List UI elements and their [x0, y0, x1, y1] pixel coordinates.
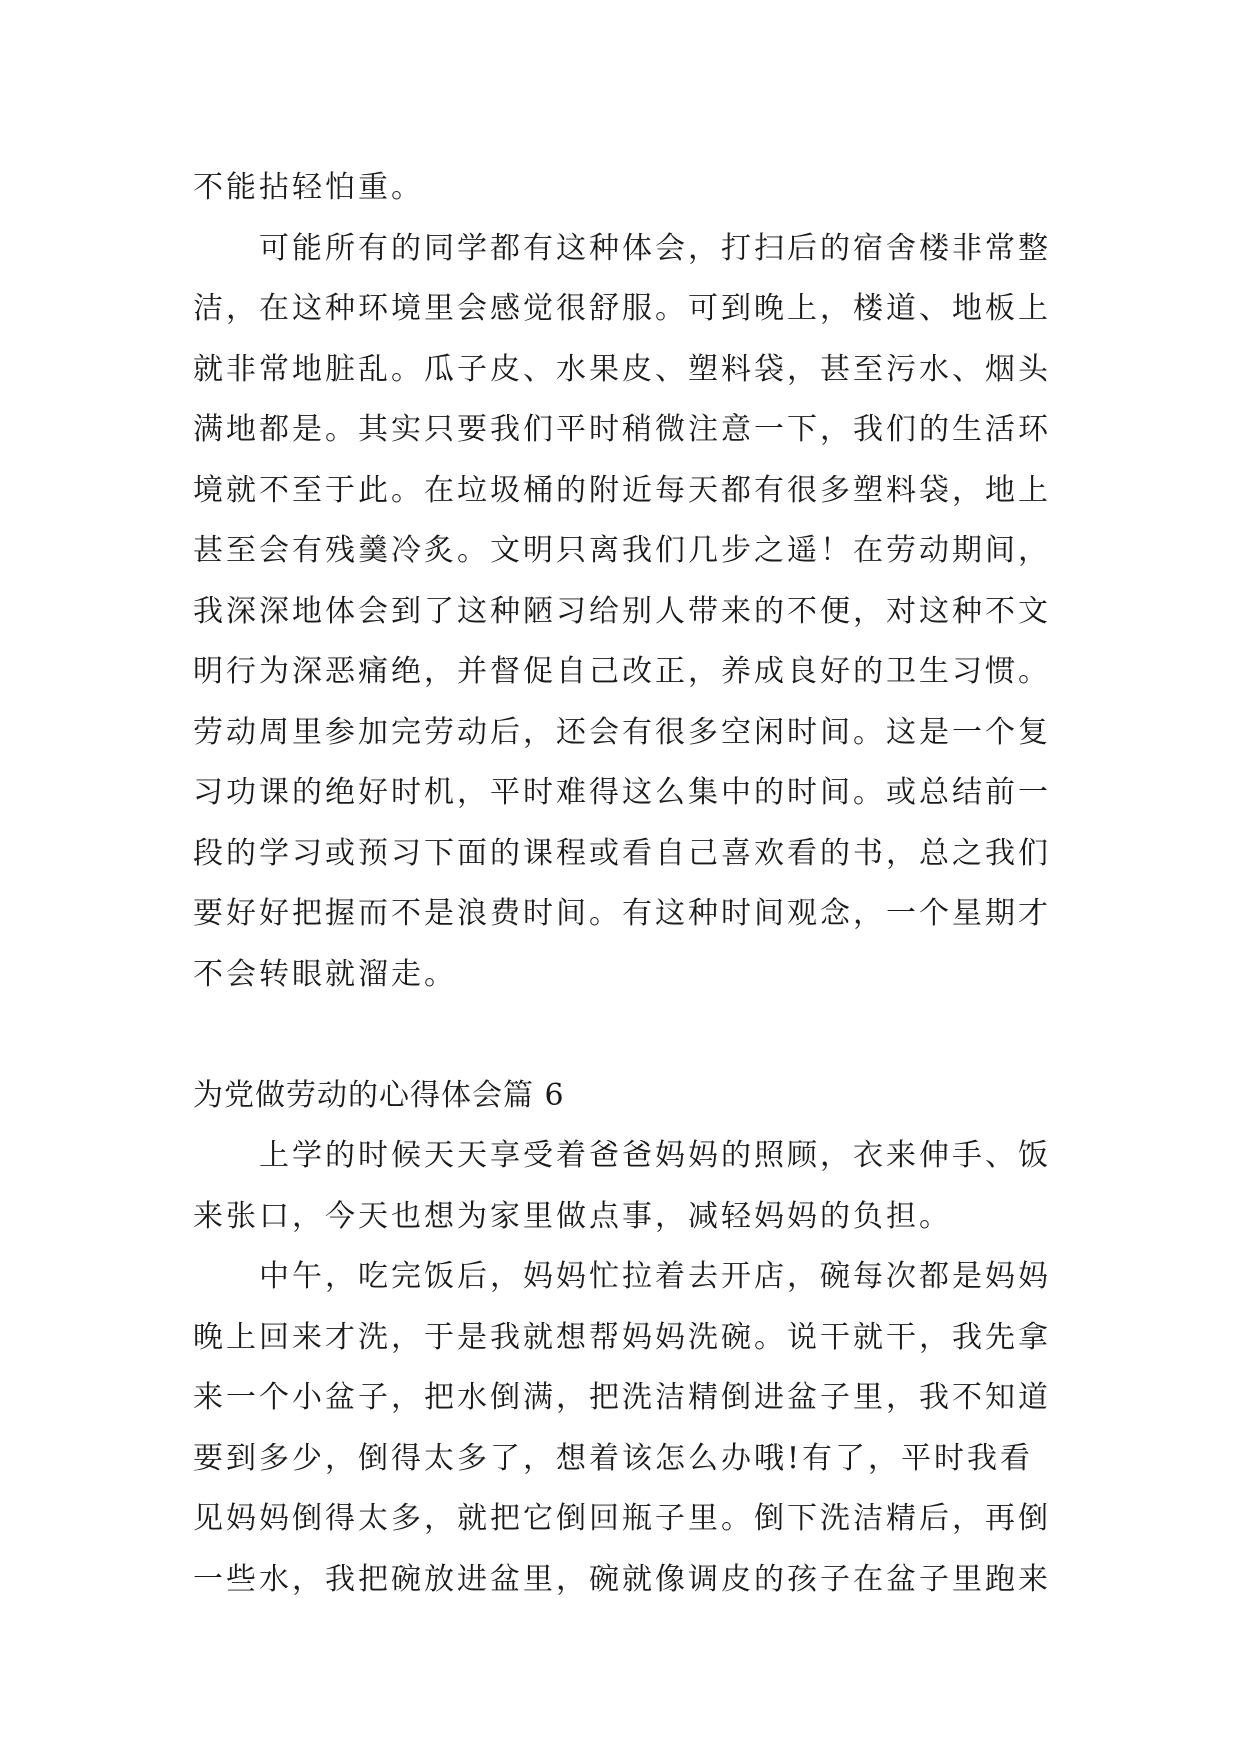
text-line: 段的学习或预习下面的课程或看自己喜欢看的书，总之我们	[193, 835, 1051, 871]
text-line: 来一个小盆子，把水倒满，把洗洁精倒进盆子里，我不知道	[193, 1380, 1051, 1415]
document-body	[193, 158, 1063, 1610]
text-line: 可能所有的同学都有这种体会，打扫后的宿舍楼非常整	[193, 230, 1051, 266]
text-line: 我深深地体会到了这种陋习给别人带来的不便，对这种不文	[193, 593, 1051, 629]
text-line: 见妈妈倒得太多，就把它倒回瓶子里。倒下洗洁精后，再倒	[193, 1501, 1051, 1536]
text-line: 一些水，我把碗放进盆里，碗就像调皮的孩子在盆子里跑来	[193, 1561, 1051, 1597]
text-line: 明行为深恶痛绝，并督促自己改正，养成良好的卫生习惯。	[193, 654, 1051, 689]
paragraph-gap	[193, 1005, 1063, 1066]
text-line: 要好好把握而不是浪费时间。有这种时间观念，一个星期才	[193, 896, 1051, 931]
text-line: 中午，吃完饭后，妈妈忙拉着去开店，碗每次都是妈妈	[193, 1259, 1051, 1294]
text-line: 境就不至于此。在垃圾桶的附近每天都有很多塑料袋，地上	[193, 472, 1051, 508]
text-line: 满地都是。其实只要我们平时稍微注意一下，我们的生活环	[193, 412, 1051, 447]
section-heading: 为党做劳动的心得体会篇 6	[193, 1077, 565, 1113]
text-line: 劳动周里参加完劳动后，还会有很多空闲时间。这是一个复	[193, 714, 1051, 750]
text-line: 来张口，今天也想为家里做点事，减轻妈妈的负担。	[193, 1198, 952, 1234]
text-line: 要到多少，倒得太多了，想着该怎么办哦!有了，平时我看	[193, 1440, 1034, 1476]
text-line: 不能拈轻怕重。	[193, 170, 424, 205]
text-line: 就非常地脏乱。瓜子皮、水果皮、塑料袋，甚至污水、烟头	[193, 351, 1051, 387]
text-line: 不会转眼就溜走。	[193, 956, 457, 992]
text-line: 习功课的绝好时机，平时难得这么集中的时间。或总结前一	[193, 775, 1051, 810]
text-line: 甚至会有残羹冷炙。文明只离我们几步之遥！在劳动期间，	[193, 533, 1051, 568]
text-line: 上学的时候天天享受着爸爸妈妈的照顾，衣来伸手、饭	[193, 1138, 1051, 1173]
text-line: 晚上回来才洗，于是我就想帮妈妈洗碗。说干就干，我先拿	[193, 1319, 1051, 1355]
text-line: 洁，在这种环境里会感觉很舒服。可到晚上，楼道、地板上	[193, 291, 1051, 326]
